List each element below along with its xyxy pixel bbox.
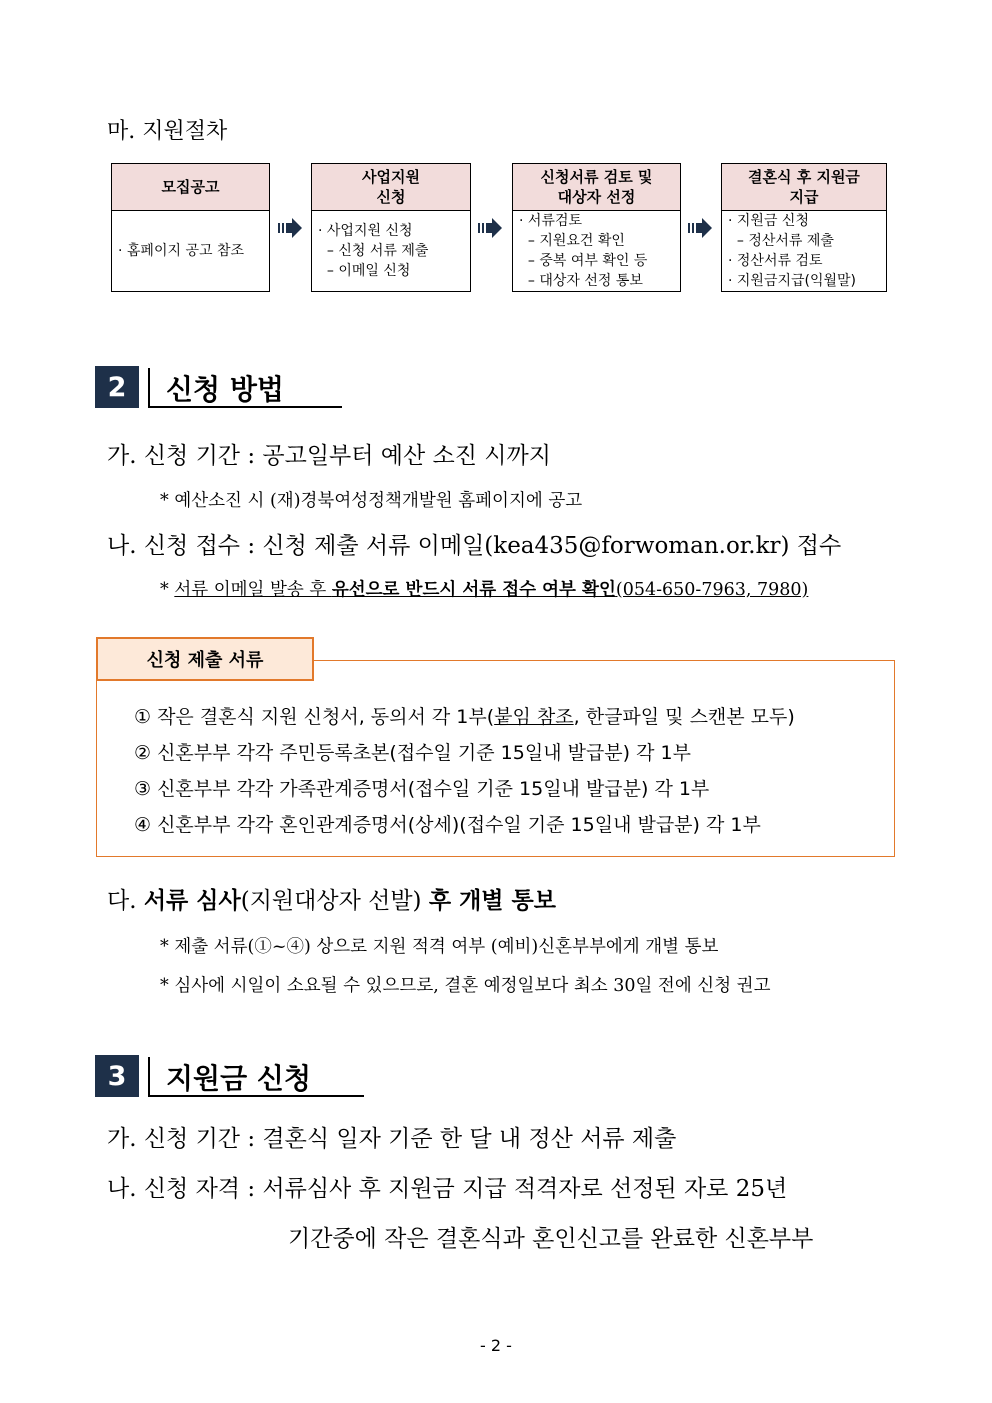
doc-item-2: ② 신혼부부 각각 주민등록초본(접수일 기준 15일내 발급분) 각 1부: [134, 742, 691, 764]
grant-eligibility-2: 기간중에 작은 결혼식과 혼인신고를 완료한 신혼부부: [288, 1226, 814, 1252]
step-header: 신청서류 검토 및 대상자 선정: [513, 164, 680, 211]
step-review-select: [512, 163, 681, 292]
step-body: [722, 210, 886, 291]
step-grant-payment: [721, 163, 887, 292]
section-number-badge: 2: [95, 366, 139, 408]
step-recruit-notice: [111, 163, 270, 292]
step-line: · 홈페이지 공고 참조: [118, 242, 244, 259]
step-line: – 신청 서류 제출: [318, 242, 429, 259]
step-body: [112, 210, 269, 291]
apply-reception: 나. 신청 접수 : 신청 제출 서류 이메일(kea435@forwoman.or.kr) 접수: [107, 533, 842, 559]
step-apply: [311, 163, 471, 292]
heading-divider: [148, 368, 150, 408]
doc-item-3: ③ 신혼부부 각각 가족관계증명서(접수일 기준 15일내 발급분) 각 1부: [134, 778, 710, 800]
heading-underline: [148, 406, 342, 408]
procedure-title: 마. 지원절차: [107, 119, 228, 144]
step-line: · 지원금 신청: [728, 212, 809, 229]
page-number: - 2 -: [480, 1336, 512, 1355]
right-arrow-icon: [278, 215, 304, 241]
review-note-2: * 심사에 시일이 소요될 수 있으므로, 결혼 예정일보다 최소 30일 전에 신청 권고: [160, 976, 771, 996]
reception-note: * 서류 이메일 발송 후 유선으로 반드시 서류 접수 여부 확인(054-650-7963, 7980): [160, 580, 809, 600]
grant-eligibility-1: 나. 신청 자격 : 서류심사 후 지원금 지급 적격자로 선정된 자로 25년: [107, 1176, 788, 1202]
step-line: · 지원금지급(익월말): [728, 272, 857, 289]
step-line: – 정산서류 제출: [728, 232, 834, 249]
step-line: – 지원요건 확인: [519, 232, 625, 249]
step-line: – 대상자 선정 통보: [519, 272, 643, 289]
heading-divider: [148, 1057, 150, 1097]
doc-item-4: ④ 신혼부부 각각 혼인관계증명서(상세)(접수일 기준 15일내 발급분) 각 1부: [134, 814, 761, 836]
required-docs-label: 신청 제출 서류: [96, 637, 314, 681]
review-notice: 다. 서류 심사(지원대상자 선발) 후 개별 통보: [107, 887, 556, 914]
step-body: [513, 210, 680, 291]
grant-period: 가. 신청 기간 : 결혼식 일자 기준 한 달 내 정산 서류 제출: [107, 1126, 677, 1152]
heading-underline: [148, 1095, 364, 1097]
step-body: [312, 210, 470, 291]
section-number-badge: 3: [95, 1055, 139, 1097]
review-note-1: * 제출 서류(①~④) 상으로 지원 적격 여부 (예비)신혼부부에게 개별 통보: [160, 937, 719, 957]
right-arrow-icon: [478, 215, 504, 241]
step-line: · 사업지원 신청: [318, 222, 413, 239]
step-line: · 정산서류 검토: [728, 252, 823, 269]
apply-period-note: * 예산소진 시 (재)경북여성정책개발원 홈페이지에 공고: [160, 491, 583, 511]
section-heading: 지원금 신청: [166, 1062, 311, 1095]
step-line: – 중복 여부 확인 등: [519, 252, 648, 269]
step-header: 사업지원 신청: [312, 164, 470, 211]
step-header: 결혼식 후 지원금 지급: [722, 164, 886, 211]
section-heading: 신청 방법: [166, 373, 284, 406]
step-header: 모집공고: [112, 164, 269, 211]
right-arrow-icon: [688, 215, 714, 241]
step-line: · 서류검토: [519, 212, 582, 229]
doc-item-1: ① 작은 결혼식 지원 신청서, 동의서 각 1부(붙임 참조, 한글파일 및 스캔본 모두): [134, 706, 795, 728]
step-line: – 이메일 신청: [318, 262, 411, 279]
apply-period: 가. 신청 기간 : 공고일부터 예산 소진 시까지: [107, 443, 551, 469]
